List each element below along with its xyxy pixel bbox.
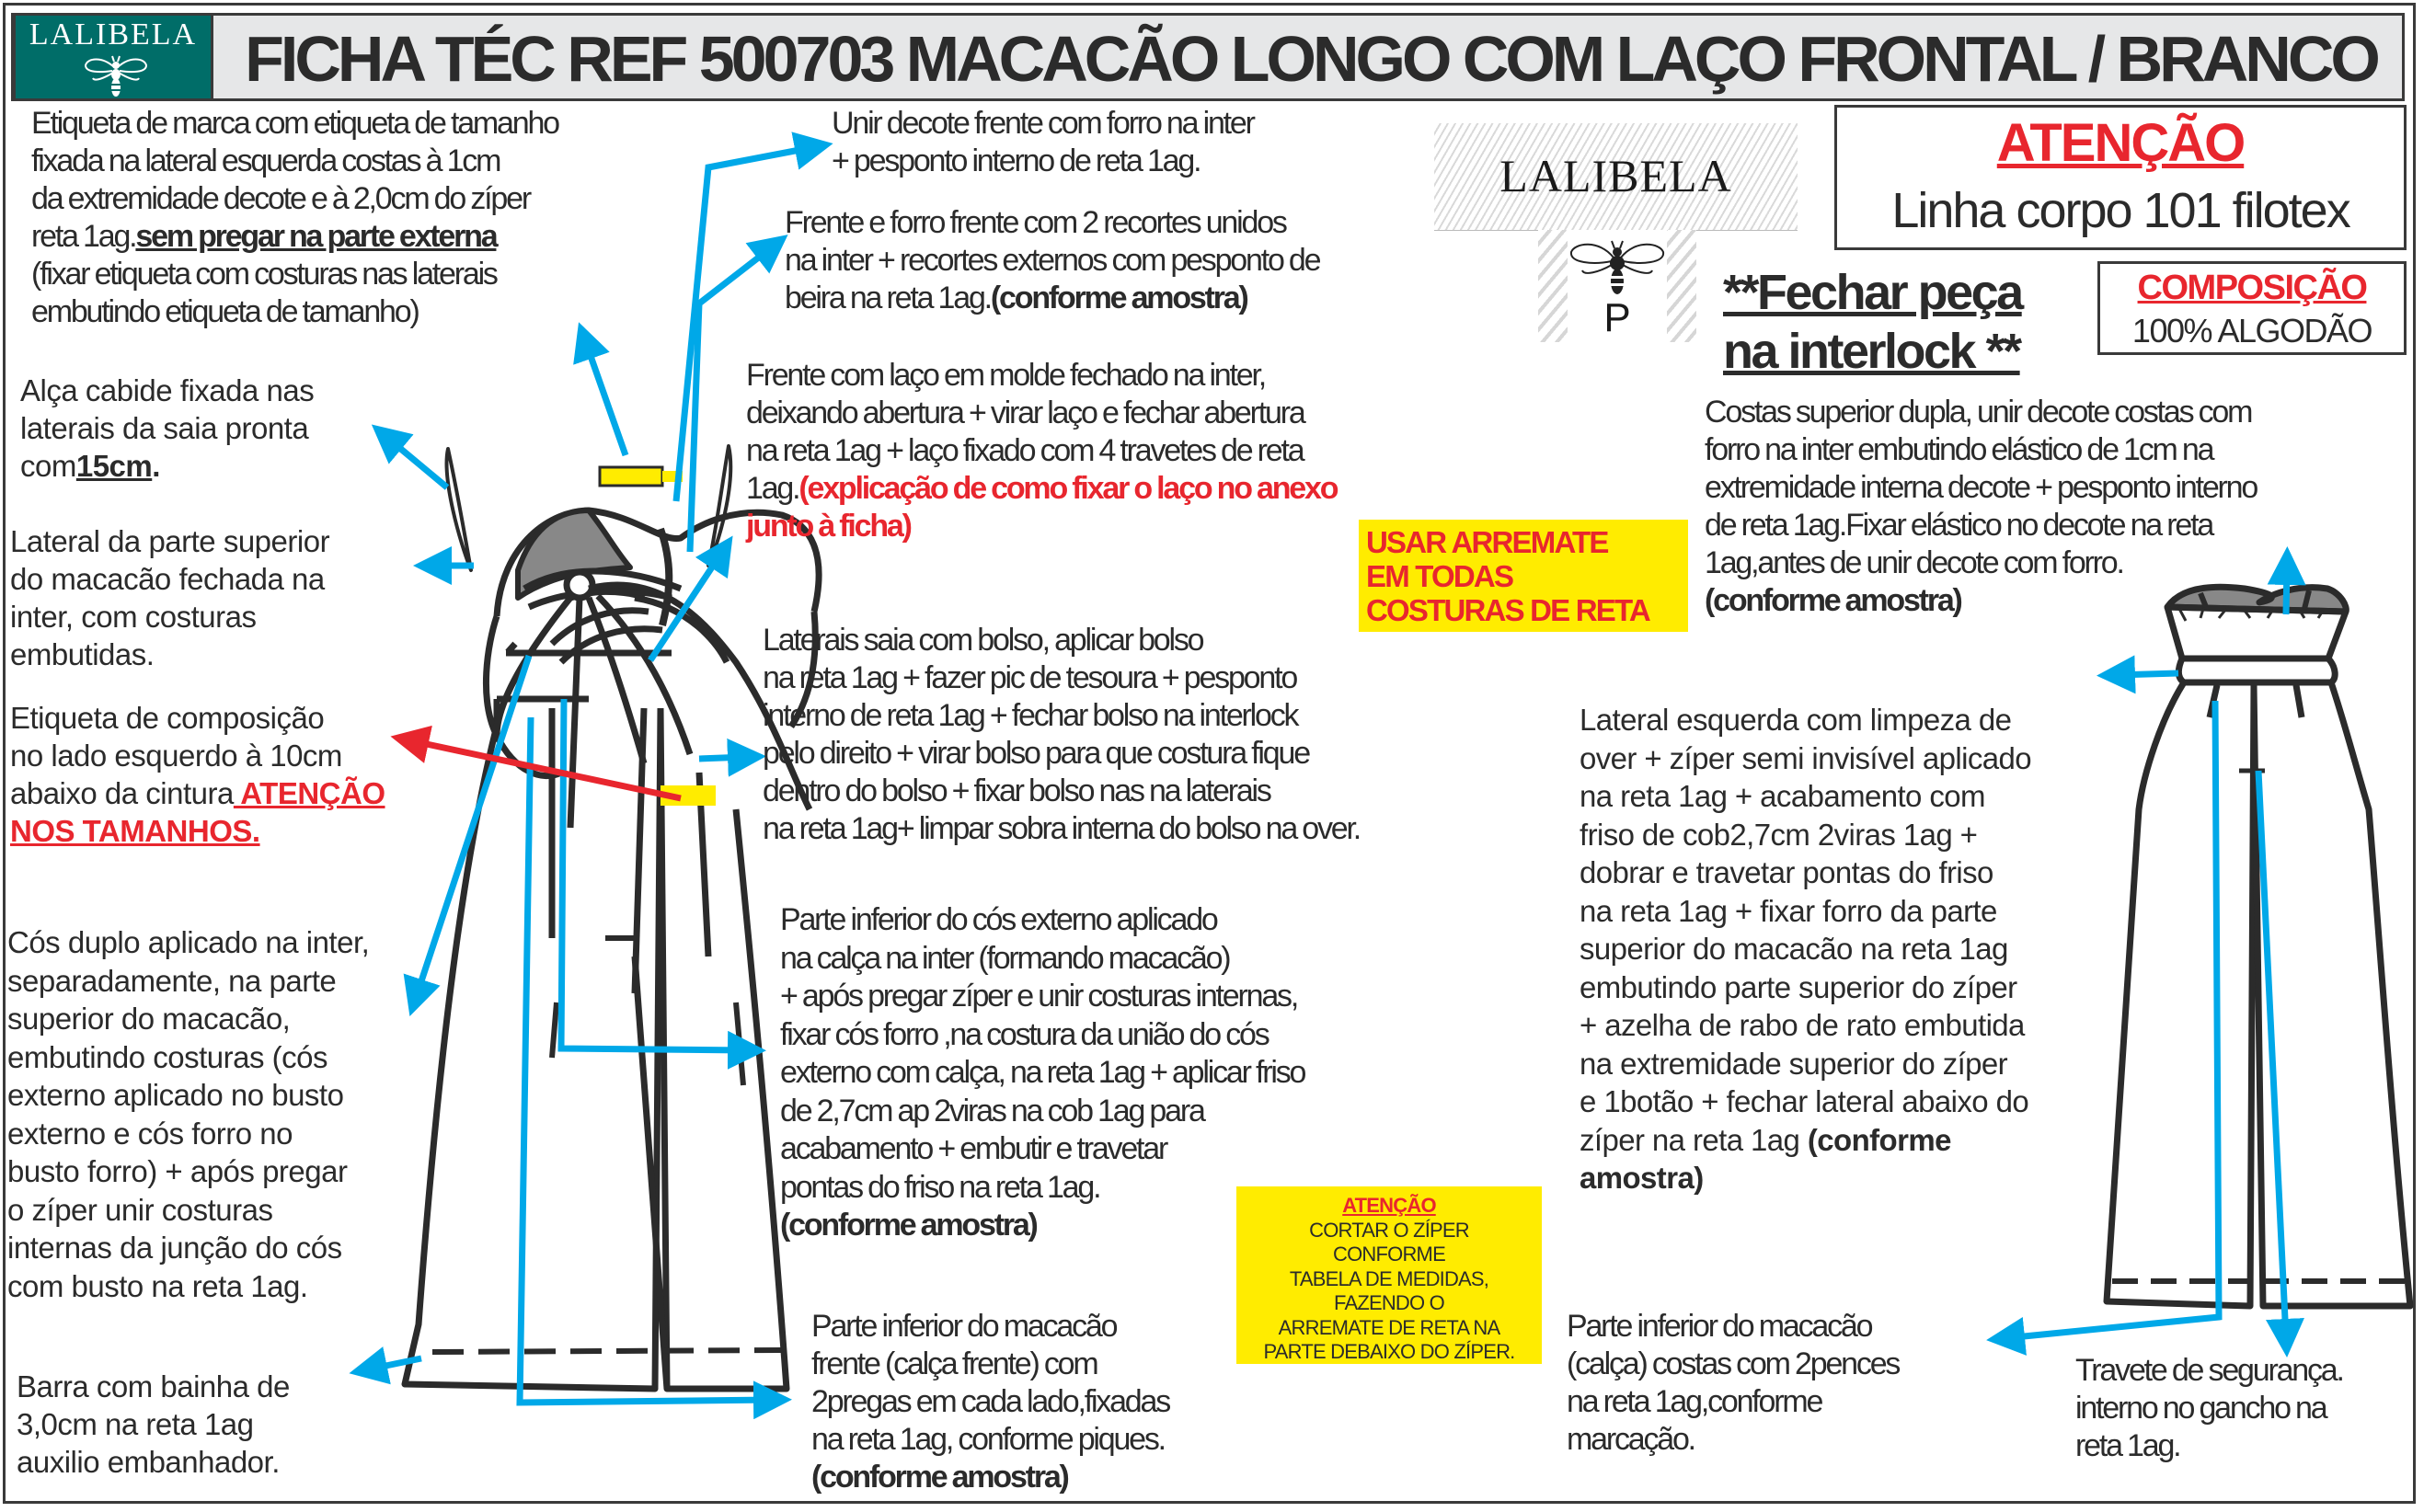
arrow-lower-waistband	[561, 699, 747, 1050]
note-line: Lateral esquerda com limpeza de	[1580, 703, 2012, 737]
note-emphasis: (conforme	[1807, 1122, 1951, 1157]
note-text: com	[20, 449, 76, 483]
note-line: NOS TAMANHOS.	[10, 814, 260, 848]
note-line: Parte inferior do macacão	[811, 1309, 1117, 1344]
note-line: Frente com laço em molde fechado na inter,	[746, 358, 1265, 393]
note-line: 1ag,antes de unir decote com forro.	[1705, 545, 2123, 580]
zipper-line: CONFORME	[1333, 1243, 1445, 1266]
note-lower-waistband	[780, 901, 1304, 1245]
note-line: marcação.	[1567, 1422, 1695, 1457]
note-line: no lado esquerdo à 10cm	[10, 739, 342, 773]
note-text: abaixo da cintura	[10, 776, 234, 810]
note-line: Parte inferior do cós externo aplicado	[780, 902, 1217, 937]
note-line: internas da junção do cós	[7, 1231, 342, 1265]
note-line: embutindo costuras (cós	[7, 1039, 328, 1074]
label-size-text: P	[1603, 295, 1631, 340]
close-note-line: **Fechar peça	[1723, 265, 2022, 320]
note-line: laterais da saia pronta	[20, 411, 309, 445]
arrow-hanger-loop	[386, 437, 447, 487]
note-line: auxilio embanhador.	[17, 1445, 280, 1479]
note-left-side-zipper	[1580, 701, 2031, 1197]
note-text: beira na reta 1ag.	[785, 281, 991, 315]
label-brand-text: LALIBELA	[1499, 150, 1732, 201]
note-line: forro na inter embutindo elástico de 1cm na	[1705, 432, 2213, 467]
note-emphasis: ATENÇÃO	[233, 776, 385, 810]
note-line: Laterais saia com bolso, aplicar bolso	[763, 623, 1203, 658]
note-emphasis: sem pregar na parte externa	[135, 219, 497, 254]
arrow-hem	[368, 1358, 421, 1369]
zipper-attention-title: ATENÇÃO	[1342, 1194, 1436, 1217]
note-line: do macacão fechada na	[10, 562, 325, 596]
note-line: na extremidade superior do zíper	[1580, 1046, 2008, 1081]
note-line: interno no gancho na	[2075, 1391, 2326, 1426]
attention-text: Linha corpo 101 filotex	[1891, 183, 2349, 238]
note-hem	[17, 1368, 290, 1481]
note-line: embutindo parte superior do zíper	[1580, 969, 2017, 1004]
note-line: na reta 1ag + fazer pic de tesoura + pesponto	[763, 660, 1297, 695]
note-composition-label	[10, 699, 385, 850]
arrow-pocket	[699, 757, 747, 759]
note-line: Parte inferior do macacão	[1567, 1309, 1872, 1344]
attention-box	[1834, 105, 2407, 250]
note-line: na calça na inter (formando macacão)	[780, 940, 1230, 976]
note-line: externo aplicado no busto	[7, 1078, 344, 1112]
front-garment-drawing	[405, 446, 819, 1389]
note-emphasis: (conforme amostra)	[990, 281, 1247, 315]
arrow-left-side-zipper	[2116, 673, 2178, 675]
note-line	[20, 447, 314, 485]
composition-text: 100% ALGODÃO	[2131, 312, 2372, 349]
zipper-line: TABELA DE MEDIDAS,	[1289, 1266, 1489, 1290]
note-line	[10, 774, 385, 812]
note-line	[746, 470, 1337, 508]
note-line: na reta 1ag, conforme piques.	[811, 1422, 1165, 1457]
note-text: 1ag.	[746, 471, 799, 506]
note-back-pants	[1567, 1308, 1899, 1459]
close-note-line: na interlock **	[1723, 324, 2020, 379]
note-line: + pesponto interno de reta 1ag.	[832, 143, 1201, 178]
note-line: (fixar etiqueta com costuras nas laterais	[31, 257, 497, 292]
note-line: Barra com bainha de	[17, 1369, 290, 1403]
note-brand-label	[31, 105, 558, 331]
arrow-waistband	[416, 656, 529, 998]
note-line: extremidade interna decote + pesponto interno	[1705, 470, 2257, 505]
note-line: Etiqueta de composição	[10, 701, 325, 735]
note-line: 2pregas em cada lado,fixadas	[811, 1384, 1170, 1419]
brand-label-sample	[1434, 123, 1798, 231]
note-line	[1580, 1121, 2031, 1160]
note-emphasis: (conforme amostra)	[1705, 583, 1961, 618]
note-line: de 2,7cm ap 2viras na cob 1ag para	[780, 1093, 1204, 1128]
note-front-pants	[811, 1308, 1169, 1496]
note-line: (calça) costas com 2pences	[1567, 1346, 1900, 1381]
note-line: na reta 1ag + acabamento com	[1580, 779, 1985, 813]
note-line: over + zíper semi invisível aplicado	[1580, 740, 2032, 775]
note-line: fixada na lateral esquerda costas à 1cm	[31, 143, 500, 178]
note-line: Frente e forro frente com 2 recortes unidos	[785, 205, 1286, 240]
note-emphasis: (conforme amostra)	[780, 1208, 1037, 1243]
note-line: na reta 1ag + laço fixado com 4 travetes de reta	[746, 433, 1304, 468]
brand-label-marker	[600, 467, 662, 486]
note-back-upper	[1705, 394, 2257, 620]
zipper-line: CORTAR O ZÍPER	[1309, 1218, 1469, 1242]
note-line: na reta 1ag,conforme	[1567, 1384, 1822, 1419]
zipper-line: FAZENDO O	[1334, 1291, 1444, 1314]
note-pockets	[763, 622, 1360, 848]
arrow-back-upper	[2286, 566, 2287, 614]
note-line: dobrar e travetar pontas do friso	[1580, 855, 1993, 889]
note-line: pontas do friso na reta 1ag.	[780, 1169, 1100, 1205]
note-neckline	[832, 105, 1254, 180]
note-line: na reta 1ag+ limpar sobra interna do bolso na over.	[763, 811, 1361, 846]
arremate-line: USAR ARREMATE	[1366, 525, 1608, 559]
note-line: na reta 1ag + fixar forro da parte	[1580, 893, 1997, 928]
note-line: Unir decote frente com forro na inter	[832, 106, 1254, 141]
note-upper-side	[10, 522, 329, 673]
note-line: Travete de segurança.	[2075, 1353, 2343, 1388]
note-line: separadamente, na parte	[7, 963, 337, 998]
note-line: na inter + recortes externos com pesponto de	[785, 243, 1320, 278]
note-waistband	[7, 923, 369, 1305]
note-line: inter, com costuras	[10, 600, 257, 634]
note-text: .	[152, 449, 160, 483]
note-line: da extremidade decote e à 2,0cm do zíper	[31, 181, 530, 216]
arremate-text	[1366, 525, 1649, 627]
arremate-line: COSTURAS DE RETA	[1366, 593, 1649, 627]
note-emphasis: (explicação de como fixar o laço no anexo	[798, 471, 1338, 506]
arremate-box	[1359, 520, 1688, 632]
note-line	[31, 218, 558, 256]
note-line: externo com calça, na reta 1ag + aplicar friso	[780, 1055, 1305, 1090]
note-hanger-loop	[20, 372, 314, 485]
note-line: de reta 1ag.Fixar elástico no decote na reta	[1705, 508, 2213, 543]
note-emphasis: (conforme amostra)	[811, 1460, 1068, 1495]
attention-title: ATENÇÃO	[1996, 113, 2245, 173]
note-front-lining	[785, 204, 1319, 317]
note-line: Costas superior dupla, unir decote costas com	[1705, 395, 2252, 430]
note-line: Etiqueta de marca com etiqueta de tamanho	[31, 106, 558, 141]
note-line: deixando abertura + virar laço e fechar abertura	[746, 395, 1304, 430]
arrow-brand-label	[585, 340, 626, 455]
hanger-loop-left	[447, 449, 471, 570]
note-line: o zíper unir costuras	[7, 1192, 273, 1227]
note-line: pelo direito + virar bolso para que costura fique	[763, 736, 1309, 771]
note-line: superior do macacão,	[7, 1002, 291, 1036]
note-emphasis: amostra)	[1580, 1161, 1704, 1195]
note-line: 3,0cm na reta 1ag	[17, 1407, 254, 1441]
note-bow	[746, 357, 1337, 545]
note-line: reta 1ag.	[2075, 1428, 2180, 1463]
note-line	[785, 280, 1319, 317]
note-text: reta 1ag.	[31, 219, 136, 254]
hanger-loop-right	[708, 446, 730, 566]
zipper-line: PARTE DEBAIXO DO ZÍPER.	[1263, 1340, 1515, 1363]
note-line: busto forro) + após pregar	[7, 1154, 348, 1188]
back-garment-drawing	[2107, 587, 2410, 1306]
note-line: frente (calça frente) com	[811, 1346, 1097, 1381]
note-line: superior do macacão na reta 1ag	[1580, 932, 2008, 966]
note-line: acabamento + embutir e travetar	[780, 1131, 1167, 1166]
arremate-line: EM TODAS	[1366, 559, 1513, 593]
composition-title: COMPOSIÇÃO	[2137, 269, 2367, 307]
note-line: com busto na reta 1ag.	[7, 1268, 308, 1303]
size-label-sample	[1538, 230, 1696, 342]
brand-logo-text: LALIBELA	[29, 17, 198, 52]
note-line: interno de reta 1ag + fechar bolso na interlock	[763, 698, 1298, 733]
note-line: Cós duplo aplicado na inter,	[7, 925, 370, 959]
bow-knot	[567, 572, 592, 598]
note-line: e 1botão + fechar lateral abaixo do	[1580, 1084, 2029, 1118]
close-note	[1723, 263, 2022, 381]
note-line: junto à ficha)	[746, 509, 911, 544]
note-line: dentro do bolso + fixar bolso nas na laterais	[763, 773, 1270, 808]
note-safety-bartack	[2075, 1352, 2343, 1465]
bee-icon	[1566, 234, 1669, 302]
note-line: Lateral da parte superior	[10, 524, 330, 558]
note-line: fixar cós forro ,na costura da união do cós	[780, 1016, 1269, 1052]
note-text: zíper na reta 1ag	[1580, 1122, 1808, 1157]
hem-stitch	[432, 1350, 782, 1352]
note-line: + após pregar zíper e unir costuras internas,	[780, 979, 1298, 1014]
composition-box	[2097, 261, 2407, 355]
note-line: Alça cabide fixada nas	[20, 373, 315, 407]
page-title: FICHA TÉC REF 500703 MACACÃO LONGO COM LAÇO FRONTAL / BRANCO	[245, 23, 2377, 95]
note-emphasis: 15cm	[75, 449, 153, 483]
zipper-line: ARREMATE DE RETA NA	[1278, 1315, 1500, 1339]
note-line: friso de cob2,7cm 2viras 1ag +	[1580, 817, 1978, 852]
note-line: + azelha de rabo de rato embutida	[1580, 1008, 2025, 1042]
note-line: embutidas.	[10, 637, 155, 671]
note-line: externo e cós forro no	[7, 1116, 293, 1151]
note-line: embutindo etiqueta de tamanho)	[31, 294, 419, 329]
